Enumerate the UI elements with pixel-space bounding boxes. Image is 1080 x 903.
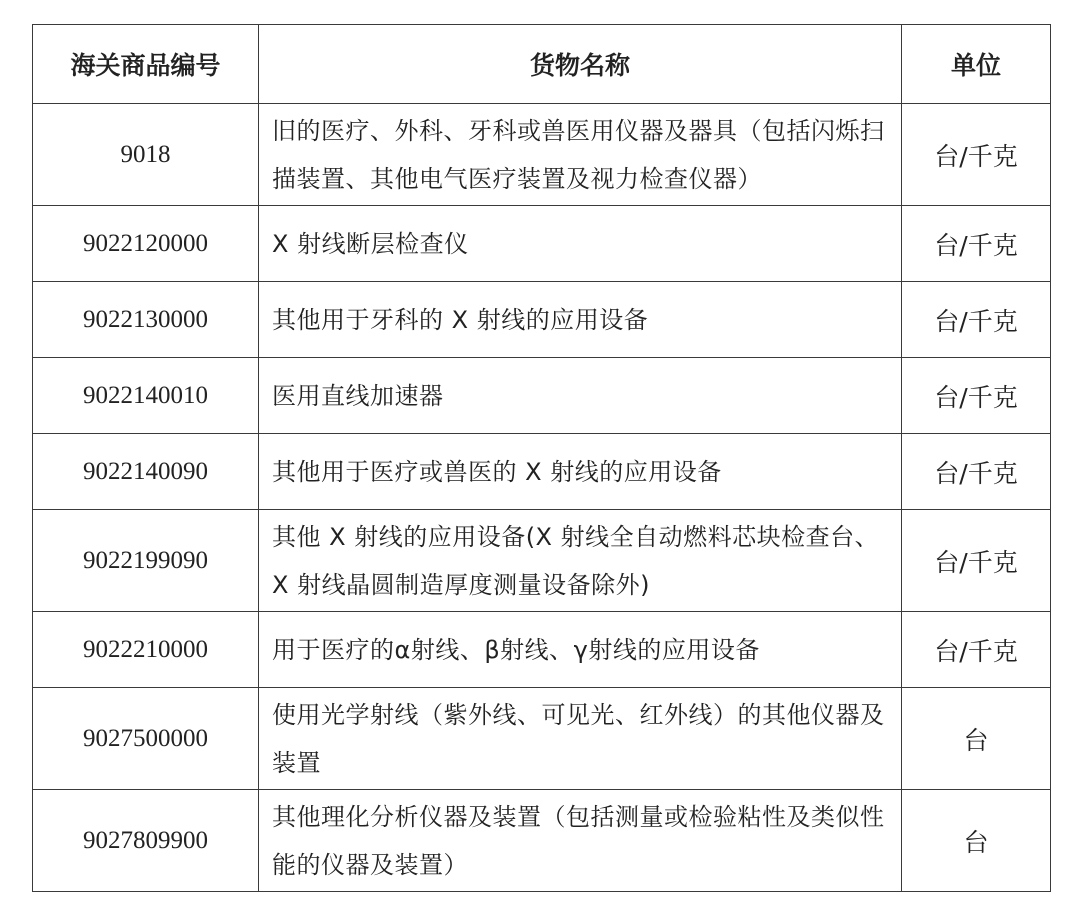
- unit-cell: 台/千克: [902, 282, 1051, 358]
- table-header-row: [33, 25, 1051, 104]
- table-row: [33, 104, 1051, 206]
- header-name: 货物名称: [259, 25, 902, 104]
- name-cell: 医用直线加速器: [259, 358, 902, 434]
- table-row: [33, 688, 1051, 790]
- code-cell: 9027809900: [33, 790, 259, 892]
- code-cell: 9018: [33, 104, 259, 206]
- table-row: [33, 510, 1051, 612]
- name-cell: 旧的医疗、外科、牙科或兽医用仪器及器具（包括闪烁扫描装置、其他电气医疗装置及视力检查仪器）: [259, 104, 902, 206]
- unit-cell: 台: [902, 790, 1051, 892]
- unit-cell: 台/千克: [902, 612, 1051, 688]
- unit-cell: 台/千克: [902, 510, 1051, 612]
- table-row: [33, 612, 1051, 688]
- table-row: [33, 790, 1051, 892]
- code-cell: 9022140090: [33, 434, 259, 510]
- name-cell: 使用光学射线（紫外线、可见光、红外线）的其他仪器及装置: [259, 688, 902, 790]
- header-code: 海关商品编号: [33, 25, 259, 104]
- name-cell: 其他理化分析仪器及装置（包括测量或检验粘性及类似性能的仪器及装置）: [259, 790, 902, 892]
- goods-table: [32, 24, 1051, 892]
- code-cell: 9022130000: [33, 282, 259, 358]
- name-cell: X 射线断层检查仪: [259, 206, 902, 282]
- name-cell: 其他用于牙科的 X 射线的应用设备: [259, 282, 902, 358]
- code-cell: 9027500000: [33, 688, 259, 790]
- name-cell: 用于医疗的α射线、β射线、γ射线的应用设备: [259, 612, 902, 688]
- unit-cell: 台/千克: [902, 434, 1051, 510]
- unit-cell: 台/千克: [902, 358, 1051, 434]
- header-unit: 单位: [902, 25, 1051, 104]
- unit-cell: 台/千克: [902, 206, 1051, 282]
- name-cell: 其他 X 射线的应用设备(X 射线全自动燃料芯块检查台、X 射线晶圆制造厚度测量设备除外): [259, 510, 902, 612]
- unit-cell: 台/千克: [902, 104, 1051, 206]
- code-cell: 9022210000: [33, 612, 259, 688]
- table-row: [33, 282, 1051, 358]
- code-cell: 9022199090: [33, 510, 259, 612]
- name-cell: 其他用于医疗或兽医的 X 射线的应用设备: [259, 434, 902, 510]
- code-cell: 9022120000: [33, 206, 259, 282]
- table-row: [33, 358, 1051, 434]
- table-row: [33, 434, 1051, 510]
- code-cell: 9022140010: [33, 358, 259, 434]
- table-row: [33, 206, 1051, 282]
- unit-cell: 台: [902, 688, 1051, 790]
